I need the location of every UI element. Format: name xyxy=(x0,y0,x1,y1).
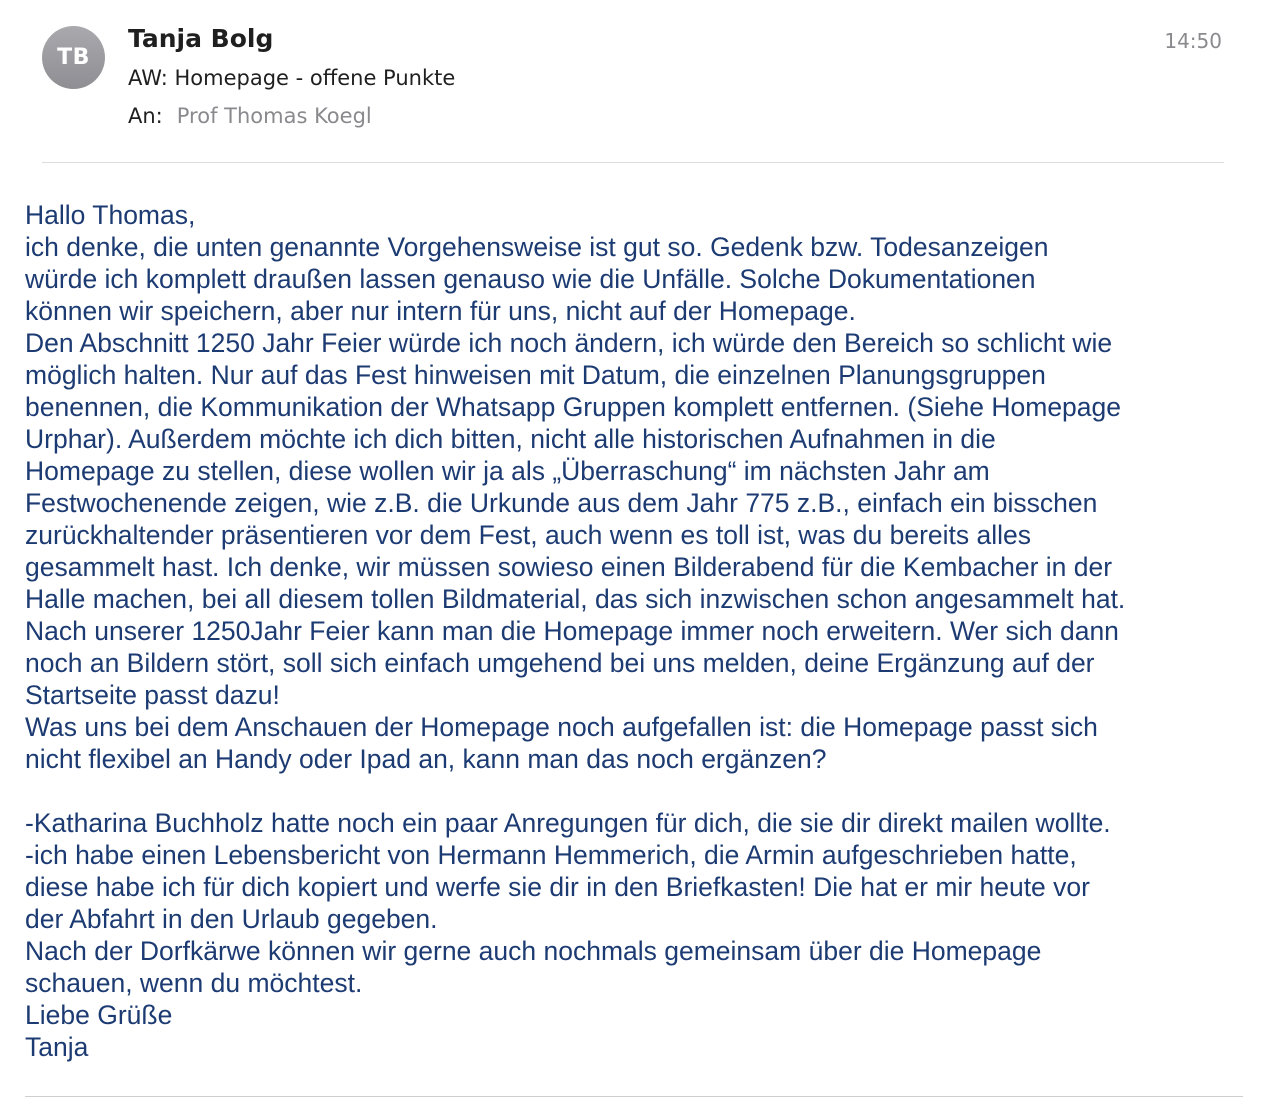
message-header xyxy=(0,0,1270,163)
recipient-label: An: xyxy=(128,104,163,128)
sender-avatar[interactable]: TB xyxy=(42,26,105,89)
sender-name[interactable]: Tanja Bolg xyxy=(128,24,274,53)
recipient-name[interactable]: Prof Thomas Koegl xyxy=(176,104,372,128)
message-time: 14:50 xyxy=(1164,29,1222,53)
header-divider xyxy=(42,162,1224,163)
recipient-row xyxy=(128,101,372,131)
message-body: Hallo Thomas, ich denke, die unten genannte Vorgehensweise ist gut so. Gedenk bzw. Todesanzeigen würde ich komplett draußen lassen genauso wie die Unfälle. Solche Dokumentationen können wir speichern, aber nur intern für uns, nicht auf der Homepage. Den Abschnitt 1250 Jahr Feier würde ich noch ändern, ich würde den Bereich so schlicht wie möglich halten. Nur auf das Fest hinweisen mit Datum, die einzelnen Planungsgruppen benennen, die Kommunikation der Whatsapp Gruppen komplett entfernen. (Siehe Homepage Urphar). Außerdem möchte ich dich bitten, nicht alle historischen Aufnahmen in die Homepage zu stellen, diese wollen wir ja als „Überraschung“ im nächsten Jahr am Festwochenende zeigen, wie z.B. die Urkunde aus dem Jahr 775 z.B., einfach ein bisschen zurückhaltender präsentieren vor dem Fest, auch wenn es toll ist, was du bereits alles gesammelt hast. Ich denke, wir müssen sowieso einen Bilderabend für die Kembacher in der Halle machen, bei all diesem tollen Bildmaterial, das sich inzwischen schon angesammelt hat. Nach unserer 1250Jahr Feier kann man die Homepage immer noch erweitern. Wer sich dann noch an Bildern stört, soll sich einfach umgehend bei uns melden, deine Ergänzung auf der Startseite passt dazu! Was uns bei dem Anschauen der Homepage noch aufgefallen ist: die Homepage passt sich nicht flexibel an Handy oder Ipad an, kann man das noch ergänzen? -Katharina Buchholz hatte noch ein paar Anregungen für dich, die sie dir direkt mailen wollte. -ich habe einen Lebensbericht von Hermann Hemmerich, die Armin aufgeschrieben hatte, diese habe ich für dich kopiert und werfe sie dir in den Briefkasten! Die hat er mir heute vor der Abfahrt in den Urlaub gegeben. Nach der Dorfkärwe können wir gerne auch nochmals gemeinsam über die Homepage schauen, wenn du möchtest. Liebe Grüße Tanja xyxy=(25,200,1126,1062)
message-subject: AW: Homepage - offene Punkte xyxy=(128,66,456,90)
message-end-divider xyxy=(25,1096,1243,1097)
